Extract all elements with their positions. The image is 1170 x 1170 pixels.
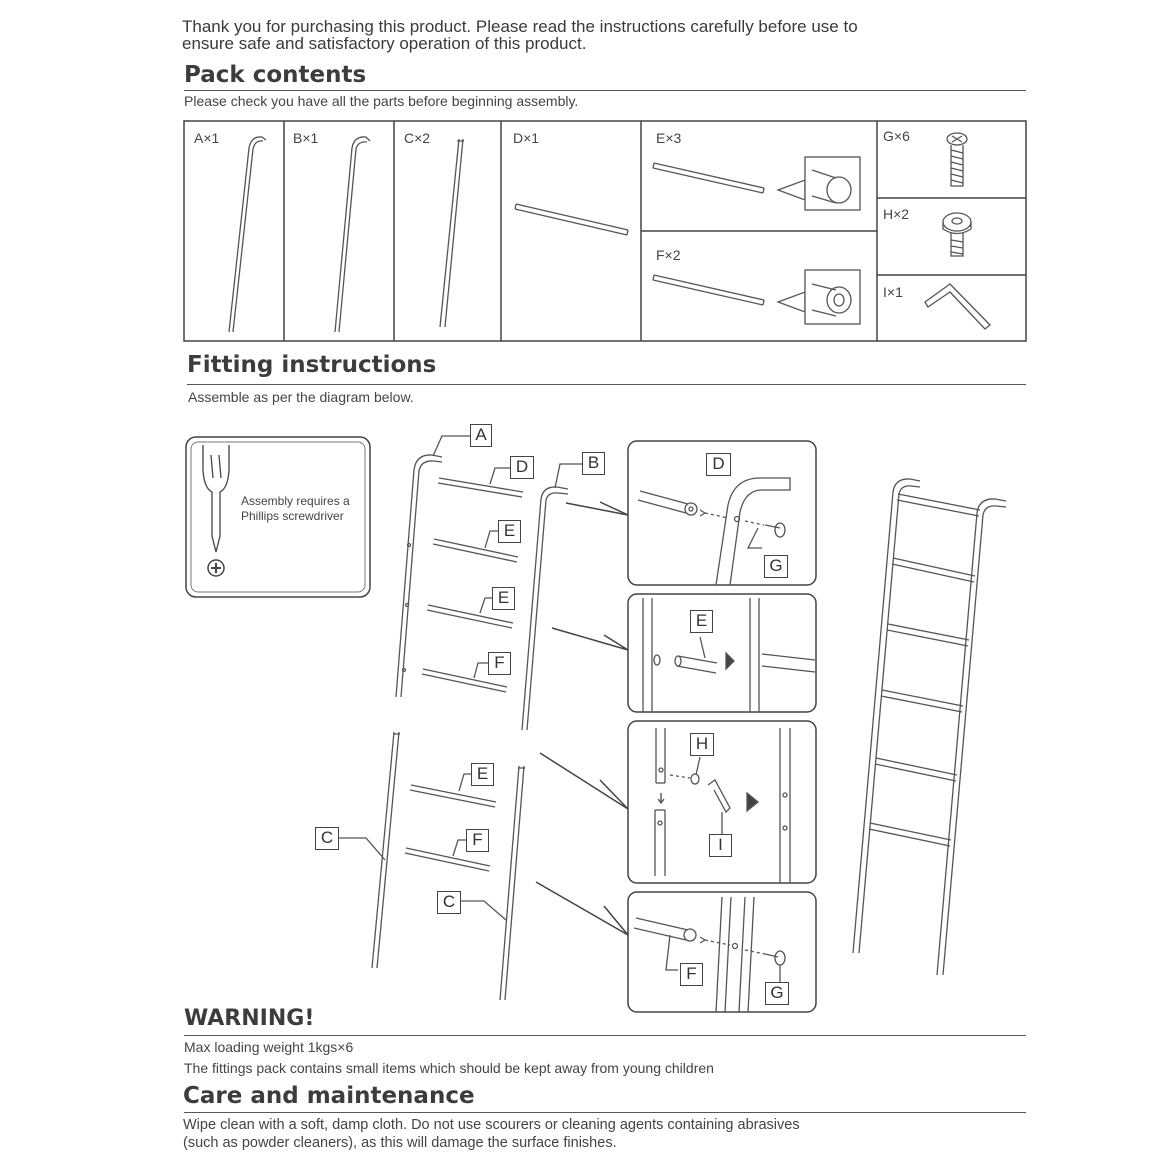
part-c-label: C×2	[404, 130, 431, 146]
part-i-allen-key	[925, 284, 990, 329]
screwdriver-icon	[203, 445, 229, 552]
label-f-1: F	[488, 652, 511, 675]
detail-label-h: H	[690, 733, 714, 756]
label-e-2: E	[492, 587, 515, 610]
part-e-bar	[653, 157, 860, 210]
part-h-label: H×2	[883, 206, 910, 222]
part-h-bolt	[943, 213, 971, 256]
detail-label-g-1: G	[764, 555, 788, 578]
label-b: B	[582, 452, 605, 475]
part-c-rod	[440, 139, 464, 327]
warning-rule	[184, 1035, 1026, 1036]
part-e-label: E×3	[656, 130, 682, 146]
fitting-subtitle: Assemble as per the diagram below.	[188, 389, 414, 405]
intro-line-1: Thank you for purchasing this product. Please read the instructions carefully before use to	[182, 17, 858, 36]
label-e-3: E	[471, 763, 494, 786]
part-b-label: B×1	[293, 130, 319, 146]
intro-line-2: ensure safe and satisfactory operation of this product.	[182, 34, 587, 53]
care-line-1: Wipe clean with a soft, damp cloth. Do not use scourers or cleaning agents containing abrasives	[183, 1117, 800, 1133]
assembled-ladder	[853, 479, 1006, 975]
label-d-main: D	[510, 456, 534, 479]
diagram-bar-d	[438, 478, 523, 497]
part-d-bar	[515, 204, 628, 235]
warning-title: WARNING!	[184, 1006, 315, 1031]
care-rule	[184, 1112, 1026, 1113]
care-title: Care and maintenance	[183, 1083, 475, 1109]
care-line-2: (such as powder cleaners), as this will damage the surface finishes.	[183, 1135, 617, 1151]
label-c-1: C	[315, 827, 339, 850]
pack-contents-title: Pack contents	[184, 62, 367, 88]
screwdriver-note-line-2: Phillips screwdriver	[241, 509, 344, 523]
part-f-bar	[653, 270, 860, 324]
label-f-2: F	[466, 829, 489, 852]
detail-label-e: E	[690, 610, 713, 633]
part-i-label: I×1	[883, 284, 903, 300]
pack-contents-subtitle: Please check you have all the parts before beginning assembly.	[184, 93, 579, 109]
part-b-rod	[335, 137, 370, 332]
diagram-rod-c2	[500, 766, 525, 1000]
diagram-rod-a	[396, 455, 442, 697]
part-f-label: F×2	[656, 247, 681, 263]
label-e-1: E	[498, 520, 521, 543]
part-d-label: D×1	[513, 130, 540, 146]
part-g-screw	[947, 133, 967, 186]
detail-label-f: F	[680, 963, 703, 986]
warning-line-2: The fittings pack contains small items which should be kept away from young children	[184, 1060, 714, 1076]
detail-2-callout	[552, 594, 816, 712]
part-a-rod	[229, 137, 266, 332]
screwdriver-note-line-1: Assembly requires a	[241, 494, 350, 508]
part-g-label: G×6	[883, 128, 910, 144]
diagram-rod-b	[522, 487, 568, 730]
detail-label-i: I	[709, 834, 732, 857]
fitting-title: Fitting instructions	[187, 352, 437, 378]
detail-3-callout	[540, 721, 816, 883]
warning-line-1: Max loading weight 1kgs×6	[184, 1039, 354, 1055]
label-c-2: C	[437, 891, 461, 914]
part-a-label: A×1	[194, 130, 220, 146]
detail-label-g-2: G	[765, 982, 789, 1005]
diagram-bar-e3	[410, 785, 496, 807]
detail-label-d: D	[706, 453, 731, 476]
label-a: A	[470, 424, 492, 447]
phillips-head-icon	[208, 560, 224, 576]
pack-contents-table	[184, 121, 1026, 341]
